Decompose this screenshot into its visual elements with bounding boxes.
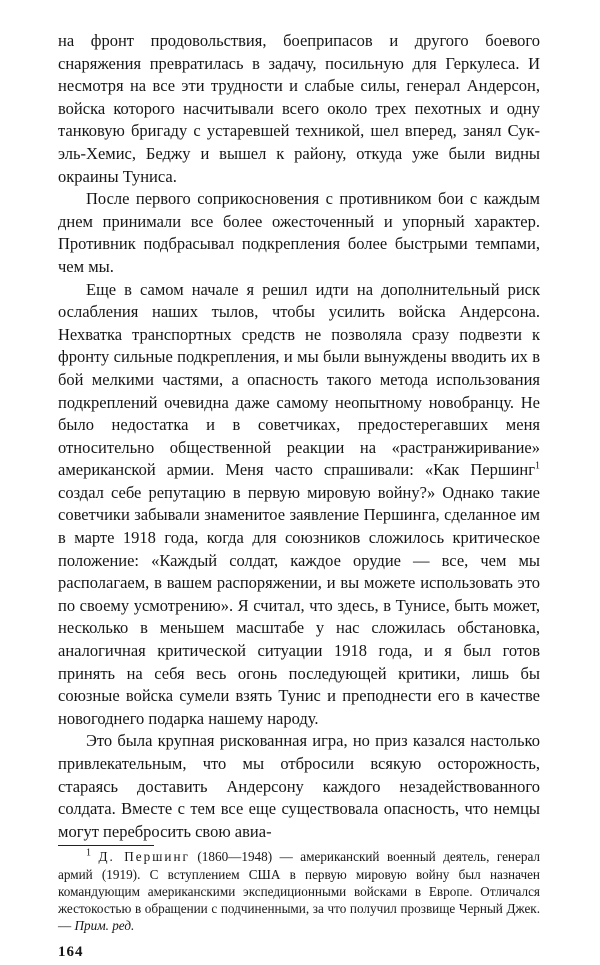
paragraph-3-text-start: Еще в самом начале я решил идти на дополнительный риск ослабления наших тылов, чтобы усилить войска Андерсона. Нехватка транспортных средств не позволяла сразу подвезти к фронту сильные подкрепления, и мы были вынуждены вводить их в бой мелкими частями, а опасность такого метода использования подкреплений очевидна даже самому неопытному новобранцу. Не было недостатка и в советчиках, предостерегавших меня относительно общественной реакции на «растранжиривание» американской армии. Меня часто спрашивали: «Как Першинг: [58, 279, 540, 480]
footnote-divider: [58, 845, 154, 846]
paragraph-4: Это была крупная рискованная игра, но приз казался настолько привлекательным, что мы отбросили всякую осторожность, стараясь доставить Андерсону каждого незадействованного солдата. Вместе с тем все еще существовала опасность, что немцы могут перебросить свою авиа-: [58, 731, 540, 841]
footnote-text: (1860—1948) — американский военный деятель, генерал армий (1919). С вступлением США в первую мировую войну был назначен командующим американскими экспедиционными войсками в Европе. Отличался жестокостью в обращении с подчиненными, за что получил прозвище Черный Джек. —: [58, 849, 540, 934]
footnote-mark: 1: [86, 847, 91, 859]
paragraph-3: [58, 279, 540, 731]
paragraph-2: После первого соприкосновения с противником бои с каждым днем принимали все более ожесточенный и упорный характер. Противник подбрасывал подкрепления более быстрыми темпами, чем мы.: [58, 189, 540, 276]
paragraph-1: на фронт продовольствия, боеприпасов и другого боевого снаряжения превратилась в задачу, посильную для Геркулеса. И несмотря на все эти трудности и слабые силы, генерал Андерсон, войска которого насчитывали всего около трех пехотных и одну танковую бригаду с устаревшей техникой, шел вперед, занял Сук-эль-Хемис, Беджу и вышел к району, откуда уже были видны окраины Туниса.: [58, 31, 540, 186]
footnote: [58, 848, 540, 934]
footnote-person-name: Д. Першинг: [98, 849, 190, 865]
page-number: 164: [58, 944, 84, 961]
paragraph-3-text-end: создал себе репутацию в первую мировую войну?» Однако такие советчики забывали знаменитое заявление Першинга, сделанное им в марте 1918 года, когда для союзников сложилось критическое положение: «Каждый солдат, каждое орудие — все, чем мы располагаем, в вашем распоряжении, и вы можете использовать это по своему усмотрению». Я считал, что здесь, в Тунисе, быть может, несколько в меньшем масштабе у нас сложилась обстановка, аналогичная критической ситуации 1918 года, и я был готов принять на себя весь огонь последующей критики, лишь бы союзные войска сумели взять Тунис и преподнести его в качестве новогоднего подарка нашему народу.: [58, 482, 540, 728]
footnote-editor-label: Прим. ред.: [74, 918, 135, 934]
footnote-reference-mark: 1: [535, 460, 540, 472]
